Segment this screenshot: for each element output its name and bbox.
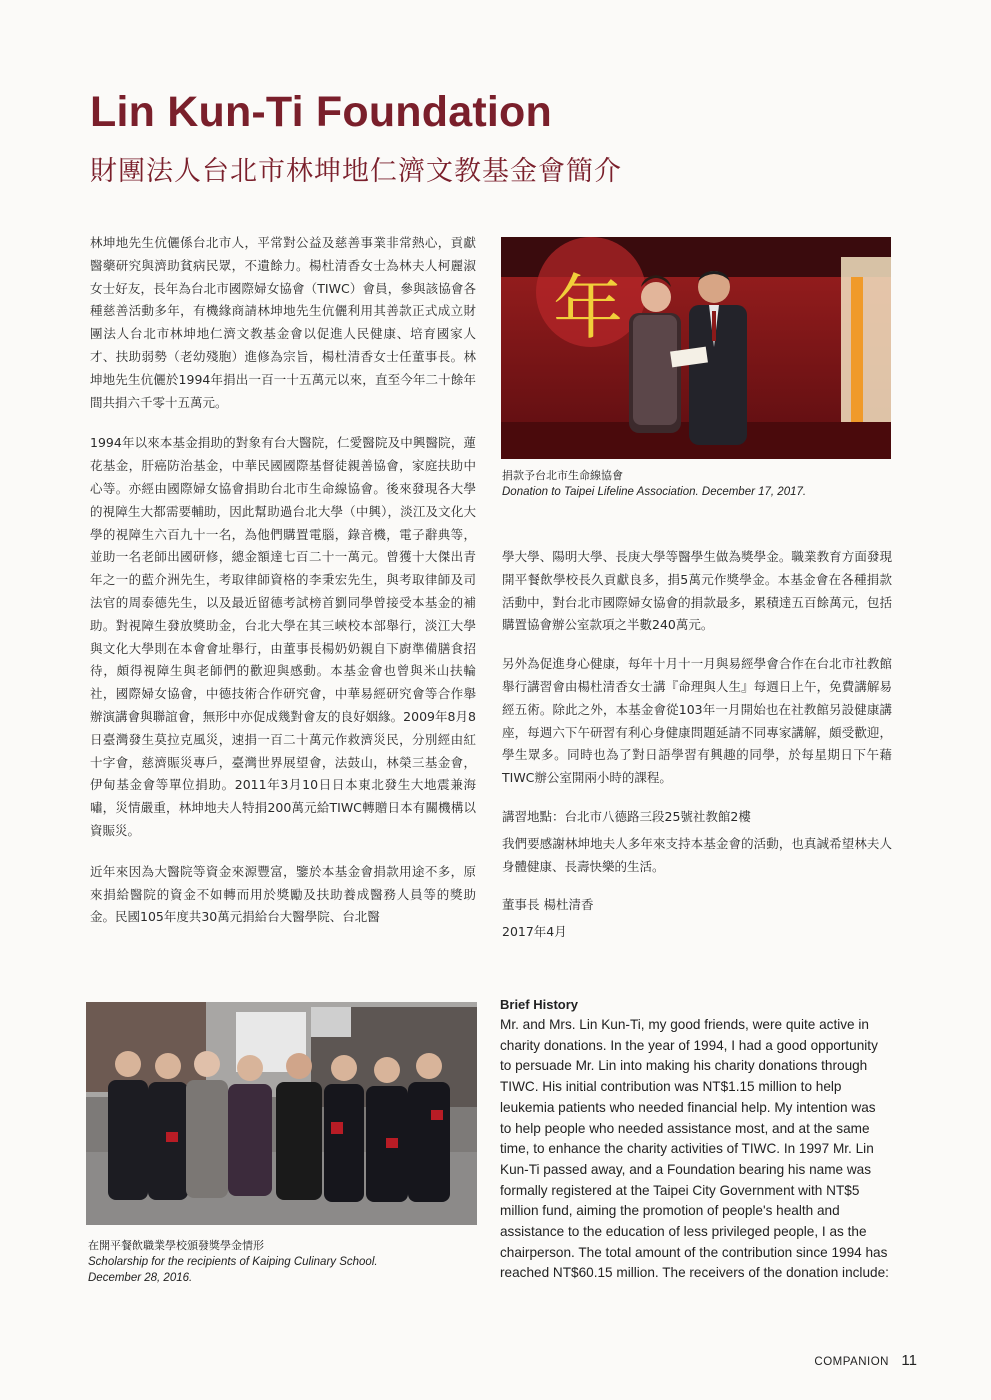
zh-paragraph: 林坤地先生伉儷係台北市人，平常對公益及慈善事業非常熱心，貢獻醫藥研究與濟助貧病民眾，不遺餘力。楊杜清香女士為林夫人柯麗淑女士好友，長年為台北市國際婦女協會（TIWC）會員，參與該協會各種慈善活動多年，有機緣商請林坤地先生伉儷利用其善款正式成立財團法人台北市林坤地仁濟文教基金會以促進人民健康、培育國家人才、扶助弱勢（老幼殘胞）進修為宗旨，楊杜清香女士任董事長。林坤地先生伉儷於1994年捐出一百一十五萬元以來，直至今年二十餘年間共捐六千零十五萬元。 xyxy=(90,235,476,410)
magazine-name: COMPANION xyxy=(814,1356,889,1368)
chinese-column-right xyxy=(502,546,892,960)
zh-date: 2017年4月 xyxy=(502,924,567,940)
page-subtitle: 財團法人台北市林坤地仁濟文教基金會簡介 xyxy=(90,156,622,187)
donation-photo-caption xyxy=(502,468,892,500)
caption-en: Scholarship for the recipients of Kaiping Culinary School. xyxy=(88,1256,378,1268)
banner-character: 年 xyxy=(553,267,623,349)
scholarship-photo-caption xyxy=(88,1238,478,1286)
brief-history-body: Mr. and Mrs. Lin Kun-Ti, my good friends, were quite active in charity donations. In the year of 1994, I had a good opportunity to persuade Mr. Lin into making his charity donations through TIWC. His initial contribution was NT$1.15 million to help leukemia patients who needed financial help. My intention was to help people who needed assistance most, and at the same time, to enhance the charity activities of TIWC. In 1997 Mr. Lin Kun-Ti passed away, and a Foundation bearing his name was formally registered at the Taipei City Government with NT$5 million fund, aiming the promotion of people's health and assistance to the education of less privileged people, I as the chairperson. The total amount of the contribution since 1994 has reached NT$60.15 million. The receivers of the donation include: xyxy=(500,1017,889,1281)
scholarship-photo xyxy=(86,1002,477,1225)
caption-zh: 在開平餐飲職業學校頒發獎學金情形 xyxy=(88,1239,264,1252)
donation-photo xyxy=(501,237,891,459)
zh-thanks: 我們要感謝林坤地夫人多年來支持本基金會的活動，也真誠希望林夫人身體健康、長壽快樂的生活。 xyxy=(502,835,892,874)
zh-venue: 講習地點：台北市八德路三段25號社教館2樓 xyxy=(502,808,751,824)
page-title: Lin Kun-Ti Foundation xyxy=(90,88,552,136)
chinese-column-left xyxy=(90,232,476,947)
zh-paragraph: 1994年以來本基金捐助的對象有台大醫院，仁愛醫院及中興醫院，蓮花基金，肝癌防治基金，中華民國國際基督徒親善協會，家庭扶助中心等。亦經由國際婦女協會捐助台北市生命線協會。後來發現各大學的視障生大都需要輔助，因此幫助過台北大學（中興），淡江及文化大學的視障生六百九十一名，為他們購置電腦，錄音機，電子辭典等，並助一名老師出國研修，總金額達七百二十一萬元。曾獲十大傑出青年之一的藍介洲先生，考取律師資格的李秉宏先生，與考取律師及司法官的周泰德先生，以及最近留德考試榜首劉同學曾接受本基金的補助。對視障生發放獎助金，台北大學在其三峽校本部舉行，淡江大學與文化大學則在本會會址舉行，由董事長楊奶奶親自下廚準備膳食招待，頗得視障生與老師們的歡迎與感動。本基金會也曾與米山扶輪社，國際婦女協會，中德技術合作研究會，中華易經研究會等合作舉辦演講會與聯誼會，無形中亦促成幾對會友的良好姻緣。2009年8月8日臺灣發生莫拉克風災，速捐一百二十萬元作救濟災民，分別經由紅十字會，慈濟賑災專戶，臺灣世界展望會，法鼓山，林榮三基金會，伊甸基金會等單位捐助。2011年3月10日日本東北發生大地震兼海嘯，災情嚴重，林坤地夫人特捐200萬元給TIWC轉贈日本有關機構以資賑災。 xyxy=(90,435,476,838)
zh-paragraph: 學大學、陽明大學、長庚大學等醫學生做為獎學金。職業教育方面發現開平餐飲學校長久貢獻良多，捐5萬元作獎學金。本基金會在各種捐款活動中，對台北市國際婦女協會的捐款最多，累積達五百餘萬元，包括購置協會辦公室款項之半數240萬元。 xyxy=(502,549,892,633)
zh-signature: 董事長 楊杜清香 xyxy=(502,897,594,913)
scholarship-photo-illustration xyxy=(86,1002,477,1225)
english-history xyxy=(500,997,890,1284)
caption-en-date: December 28, 2016. xyxy=(88,1272,193,1284)
zh-paragraph: 另外為促進身心健康，每年十月十一月與易經學會合作在台北市社教館舉行講習會由楊杜清香女士講『命理與人生』每週日上午，免費講解易經五術。除此之外，本基金會從103年一月開始也在社教館另設健康講座，每週六下午研習有利心身健康問題延請不同專家講解，頗受歡迎，學生眾多。同時也為了對日語學習有興趣的同學，於每星期日下午藉TIWC辦公室開兩小時的課程。 xyxy=(502,656,892,786)
donation-photo-illustration xyxy=(501,237,891,459)
page-number: 11 xyxy=(901,1352,917,1369)
page-footer xyxy=(814,1352,917,1370)
brief-history-heading: Brief History xyxy=(500,997,579,1012)
caption-en: Donation to Taipei Lifeline Association. December 17, 2017. xyxy=(502,486,807,498)
zh-paragraph: 近年來因為大醫院等資金來源豐富，鑒於本基金會捐款用途不多，原來捐給醫院的資金不如轉而用於獎勵及扶助養成醫務人員等的獎助金。民國105年度共30萬元捐給台大醫學院、台北醫 xyxy=(90,863,476,925)
caption-zh: 捐款予台北市生命線協會 xyxy=(502,469,623,482)
